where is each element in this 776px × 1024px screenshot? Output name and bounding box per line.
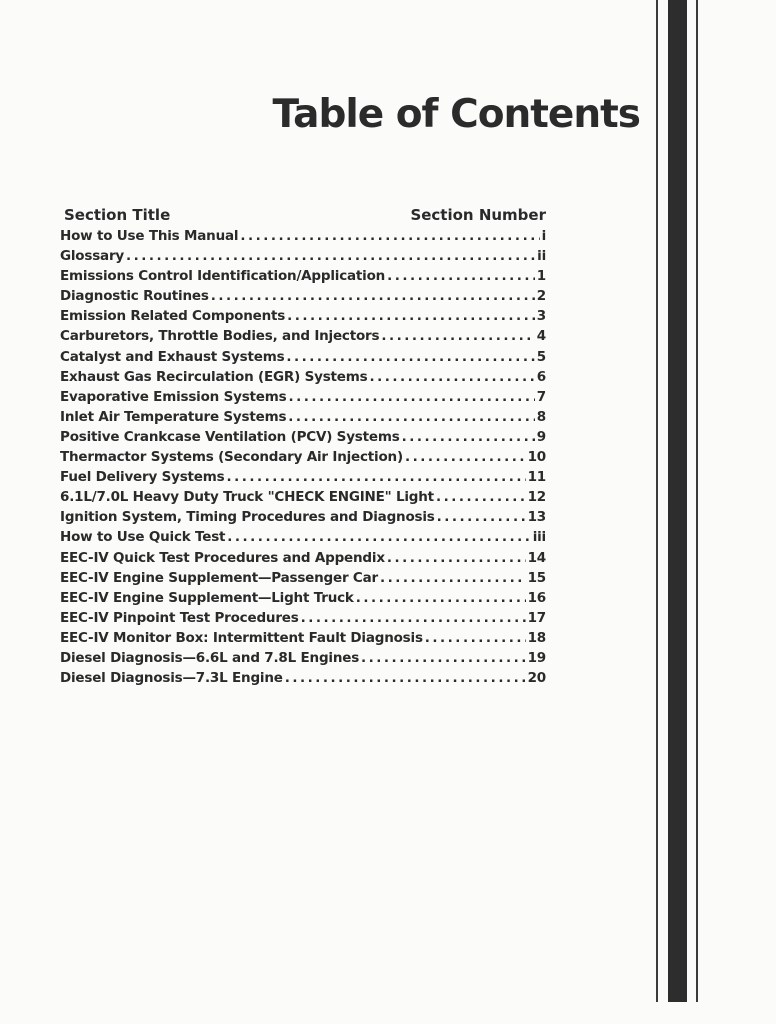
toc-entry-title: Diesel Diagnosis—7.3L Engine — [60, 670, 283, 687]
toc-entry-number: 13 — [527, 509, 546, 526]
toc-entry-title: EEC-IV Quick Test Procedures and Appendix — [60, 549, 385, 566]
dot-leader — [436, 487, 526, 507]
toc-entry-number: 8 — [536, 408, 546, 425]
toc-entry — [60, 608, 546, 628]
margin-rule-thick — [668, 0, 687, 1002]
toc-entry-title: Emissions Control Identification/Application — [60, 268, 386, 285]
toc-entry-title: Thermactor Systems (Secondary Air Injection) — [60, 449, 403, 466]
toc-entry-number: iii — [532, 529, 546, 546]
toc-entry — [60, 467, 546, 487]
dot-leader — [126, 246, 535, 266]
toc-entry — [60, 628, 546, 648]
toc-entry — [60, 588, 546, 608]
toc-entry — [60, 306, 546, 326]
dot-leader — [361, 648, 526, 668]
toc-entry-title: How to Use This Manual — [60, 228, 239, 244]
toc-entry — [60, 226, 546, 246]
toc-entry-number: ii — [537, 248, 546, 265]
toc-entry-title: Diesel Diagnosis—6.6L and 7.8L Engines — [60, 649, 360, 666]
dot-leader — [227, 527, 530, 547]
table-of-contents — [60, 204, 546, 688]
toc-entry — [60, 326, 546, 346]
toc-entry-number: i — [541, 228, 546, 244]
toc-entry-number: 14 — [527, 549, 546, 566]
toc-list — [60, 226, 546, 688]
toc-entry-title: Ignition System, Timing Procedures and Diagnosis — [60, 509, 435, 526]
page-title: Table of Contents — [272, 92, 640, 137]
dot-leader — [288, 387, 534, 407]
toc-entry-title: Inlet Air Temperature Systems — [60, 408, 287, 425]
dot-leader — [405, 447, 526, 467]
toc-entry — [60, 367, 546, 387]
toc-entry — [60, 487, 546, 507]
toc-entry-title: EEC-IV Engine Supplement—Light Truck — [60, 589, 354, 606]
toc-entry-number: 2 — [536, 288, 546, 305]
toc-entry-title: EEC-IV Pinpoint Test Procedures — [60, 609, 299, 626]
toc-entry-number: 9 — [536, 428, 546, 445]
dot-leader — [240, 226, 539, 246]
toc-entry-number: 18 — [527, 629, 546, 646]
dot-leader — [437, 507, 526, 527]
dot-leader — [285, 668, 526, 688]
toc-entry-title: Emission Related Components — [60, 308, 286, 325]
toc-entry-title: Glossary — [60, 248, 125, 265]
toc-entry-title: EEC-IV Monitor Box: Intermittent Fault Diagnosis — [60, 629, 423, 646]
dot-leader — [425, 628, 526, 648]
dot-leader — [356, 588, 526, 608]
toc-entry-number: 15 — [527, 569, 546, 586]
toc-entry-number: 19 — [527, 649, 546, 666]
toc-entry-number: 3 — [536, 308, 546, 325]
dot-leader — [211, 286, 535, 306]
toc-entry — [60, 648, 546, 668]
dot-leader — [387, 548, 526, 568]
toc-entry-number: 10 — [527, 449, 546, 466]
dot-leader — [301, 608, 526, 628]
toc-entry-number: 12 — [527, 489, 546, 506]
toc-entry — [60, 347, 546, 367]
toc-entry — [60, 447, 546, 467]
toc-entry-number: 7 — [536, 388, 546, 405]
toc-entry-number: 20 — [527, 670, 546, 687]
toc-entry-title: Carburetors, Throttle Bodies, and Injectors — [60, 328, 380, 345]
toc-entry-number: 1 — [536, 268, 546, 285]
toc-header — [60, 204, 546, 226]
toc-entry-title: Diagnostic Routines — [60, 288, 209, 305]
toc-entry — [60, 507, 546, 527]
dot-leader — [286, 347, 534, 367]
toc-entry — [60, 286, 546, 306]
toc-entry-number: 4 — [536, 328, 546, 345]
dot-leader — [226, 467, 525, 487]
toc-entry-number: 5 — [536, 348, 546, 365]
toc-entry-title: 6.1L/7.0L Heavy Duty Truck "CHECK ENGINE" Light — [60, 489, 434, 506]
toc-entry — [60, 246, 546, 266]
toc-entry-title: Positive Crankcase Ventilation (PCV) Systems — [60, 428, 400, 445]
dot-leader — [288, 407, 535, 427]
dot-leader — [387, 266, 535, 286]
toc-entry — [60, 407, 546, 427]
toc-entry — [60, 427, 546, 447]
toc-entry — [60, 387, 546, 407]
toc-entry — [60, 568, 546, 588]
margin-rule-thin-right — [696, 0, 698, 1002]
dot-leader — [369, 367, 534, 387]
toc-entry — [60, 548, 546, 568]
dot-leader — [402, 427, 535, 447]
toc-entry-number: 17 — [527, 609, 546, 626]
toc-entry — [60, 266, 546, 286]
toc-entry — [60, 527, 546, 547]
toc-entry-title: Exhaust Gas Recirculation (EGR) Systems — [60, 368, 368, 385]
toc-entry-title: Catalyst and Exhaust Systems — [60, 348, 285, 365]
toc-entry-title: Fuel Delivery Systems — [60, 469, 225, 486]
toc-entry-title: EEC-IV Engine Supplement—Passenger Car — [60, 569, 378, 586]
toc-entry-title: How to Use Quick Test — [60, 529, 226, 546]
toc-entry — [60, 668, 546, 688]
section-title-heading: Section Title — [64, 206, 171, 224]
dot-leader — [381, 326, 534, 346]
toc-entry-title: Evaporative Emission Systems — [60, 388, 287, 405]
dot-leader — [380, 568, 526, 588]
margin-rule-thin-left — [656, 0, 658, 1002]
section-number-heading: Section Number — [410, 206, 546, 224]
dot-leader — [287, 306, 535, 326]
toc-entry-number: 16 — [527, 589, 546, 606]
toc-entry-number: 11 — [527, 469, 546, 486]
toc-entry-number: 6 — [536, 368, 546, 385]
